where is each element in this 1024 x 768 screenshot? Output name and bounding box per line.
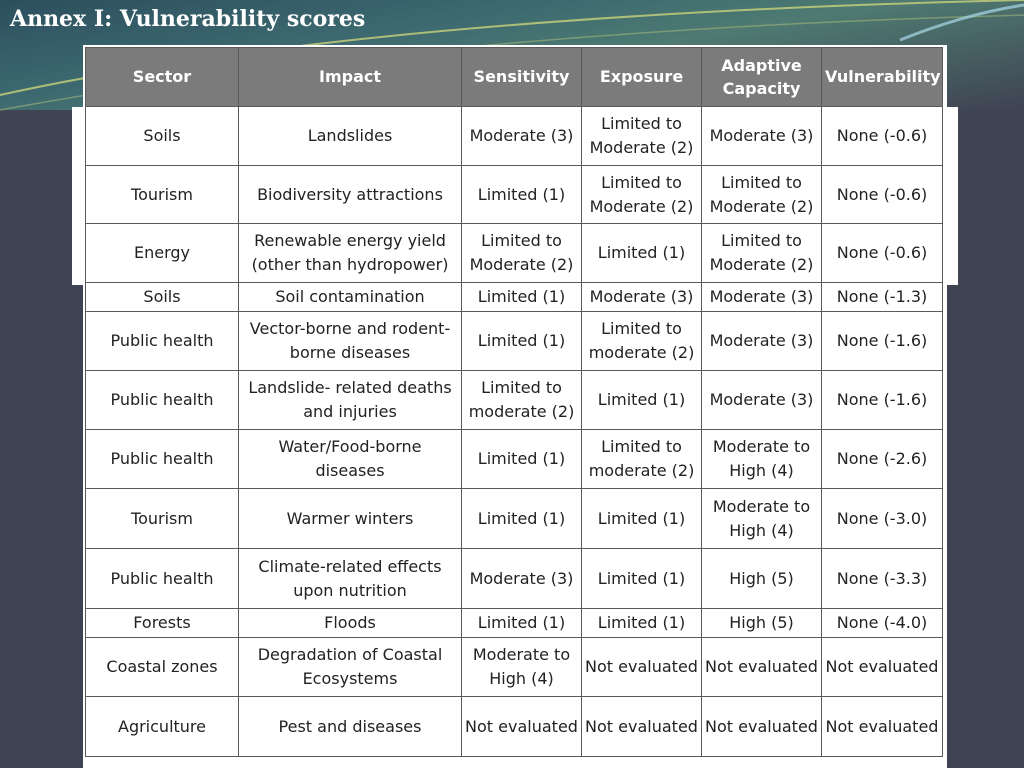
table-row bbox=[86, 638, 943, 697]
sensitivity-cell: Limited to Moderate (2) bbox=[462, 224, 582, 283]
adaptive-capacity-cell: Not evaluated bbox=[702, 638, 822, 697]
sector-cell: Public health bbox=[86, 312, 239, 371]
exposure-cell: Not evaluated bbox=[582, 638, 702, 697]
table-row bbox=[86, 283, 943, 312]
adaptive-capacity-cell: Limited to Moderate (2) bbox=[702, 166, 822, 224]
table-header-row bbox=[86, 48, 943, 107]
impact-cell: Water/Food-borne diseases bbox=[239, 430, 462, 489]
sensitivity-cell: Limited to moderate (2) bbox=[462, 371, 582, 430]
sector-cell: Forests bbox=[86, 609, 239, 638]
adaptive-capacity-cell: Limited to Moderate (2) bbox=[702, 224, 822, 283]
adaptive-capacity-cell: Moderate (3) bbox=[702, 283, 822, 312]
exposure-cell: Limited (1) bbox=[582, 224, 702, 283]
vulnerability-cell: Not evaluated bbox=[822, 638, 943, 697]
exposure-cell: Limited to moderate (2) bbox=[582, 312, 702, 371]
impact-cell: Floods bbox=[239, 609, 462, 638]
vulnerability-cell: None (-0.6) bbox=[822, 166, 943, 224]
impact-cell: Degradation of Coastal Ecosystems bbox=[239, 638, 462, 697]
sector-cell: Soils bbox=[86, 107, 239, 166]
adaptive-capacity-cell: Moderate (3) bbox=[702, 107, 822, 166]
vulnerability-table-container bbox=[83, 45, 947, 768]
table-row bbox=[86, 549, 943, 609]
table-row bbox=[86, 371, 943, 430]
sensitivity-cell: Moderate to High (4) bbox=[462, 638, 582, 697]
sensitivity-cell: Limited (1) bbox=[462, 312, 582, 371]
impact-cell: Warmer winters bbox=[239, 489, 462, 549]
exposure-cell: Limited (1) bbox=[582, 609, 702, 638]
header-adaptive-capacity: Adaptive Capacity bbox=[702, 48, 822, 107]
impact-cell: Pest and diseases bbox=[239, 697, 462, 757]
vulnerability-table bbox=[85, 47, 943, 757]
adaptive-capacity-cell: High (5) bbox=[702, 609, 822, 638]
slide-title: Annex I: Vulnerability scores bbox=[10, 6, 366, 32]
vulnerability-cell: None (-1.6) bbox=[822, 371, 943, 430]
table-row bbox=[86, 224, 943, 283]
table-row bbox=[86, 697, 943, 757]
sensitivity-cell: Limited (1) bbox=[462, 283, 582, 312]
sensitivity-cell: Moderate (3) bbox=[462, 549, 582, 609]
sector-cell: Agriculture bbox=[86, 697, 239, 757]
adaptive-capacity-cell: Moderate (3) bbox=[702, 371, 822, 430]
header-impact: Impact bbox=[239, 48, 462, 107]
table-row bbox=[86, 107, 943, 166]
impact-cell: Biodiversity attractions bbox=[239, 166, 462, 224]
exposure-cell: Limited to Moderate (2) bbox=[582, 107, 702, 166]
impact-cell: Soil contamination bbox=[239, 283, 462, 312]
exposure-cell: Not evaluated bbox=[582, 697, 702, 757]
impact-cell: Renewable energy yield (other than hydropower) bbox=[239, 224, 462, 283]
table-row bbox=[86, 430, 943, 489]
vulnerability-cell: None (-0.6) bbox=[822, 224, 943, 283]
sector-cell: Public health bbox=[86, 371, 239, 430]
vulnerability-cell: None (-1.3) bbox=[822, 283, 943, 312]
sector-cell: Soils bbox=[86, 283, 239, 312]
sector-cell: Coastal zones bbox=[86, 638, 239, 697]
sector-cell: Tourism bbox=[86, 489, 239, 549]
impact-cell: Vector-borne and rodent-borne diseases bbox=[239, 312, 462, 371]
sensitivity-cell: Not evaluated bbox=[462, 697, 582, 757]
vulnerability-cell: None (-1.6) bbox=[822, 312, 943, 371]
exposure-cell: Limited (1) bbox=[582, 549, 702, 609]
adaptive-capacity-cell: High (5) bbox=[702, 549, 822, 609]
table-row bbox=[86, 166, 943, 224]
table-row bbox=[86, 489, 943, 549]
sensitivity-cell: Moderate (3) bbox=[462, 107, 582, 166]
vulnerability-cell: None (-0.6) bbox=[822, 107, 943, 166]
exposure-cell: Moderate (3) bbox=[582, 283, 702, 312]
adaptive-capacity-cell: Not evaluated bbox=[702, 697, 822, 757]
vulnerability-cell: None (-4.0) bbox=[822, 609, 943, 638]
vulnerability-cell: None (-3.0) bbox=[822, 489, 943, 549]
impact-cell: Climate-related effects upon nutrition bbox=[239, 549, 462, 609]
adaptive-capacity-cell: Moderate to High (4) bbox=[702, 430, 822, 489]
sensitivity-cell: Limited (1) bbox=[462, 166, 582, 224]
impact-cell: Landslide- related deaths and injuries bbox=[239, 371, 462, 430]
exposure-cell: Limited to Moderate (2) bbox=[582, 166, 702, 224]
adaptive-capacity-cell: Moderate (3) bbox=[702, 312, 822, 371]
vulnerability-cell: None (-3.3) bbox=[822, 549, 943, 609]
vulnerability-cell: Not evaluated bbox=[822, 697, 943, 757]
table-row bbox=[86, 609, 943, 638]
exposure-cell: Limited (1) bbox=[582, 489, 702, 549]
header-vulnerability: Vulnerability bbox=[822, 48, 943, 107]
header-exposure: Exposure bbox=[582, 48, 702, 107]
sector-cell: Public health bbox=[86, 430, 239, 489]
header-sector: Sector bbox=[86, 48, 239, 107]
vulnerability-cell: None (-2.6) bbox=[822, 430, 943, 489]
exposure-cell: Limited to moderate (2) bbox=[582, 430, 702, 489]
sector-cell: Public health bbox=[86, 549, 239, 609]
sector-cell: Tourism bbox=[86, 166, 239, 224]
sector-cell: Energy bbox=[86, 224, 239, 283]
table-row bbox=[86, 312, 943, 371]
header-sensitivity: Sensitivity bbox=[462, 48, 582, 107]
sensitivity-cell: Limited (1) bbox=[462, 489, 582, 549]
adaptive-capacity-cell: Moderate to High (4) bbox=[702, 489, 822, 549]
sensitivity-cell: Limited (1) bbox=[462, 430, 582, 489]
sensitivity-cell: Limited (1) bbox=[462, 609, 582, 638]
impact-cell: Landslides bbox=[239, 107, 462, 166]
exposure-cell: Limited (1) bbox=[582, 371, 702, 430]
